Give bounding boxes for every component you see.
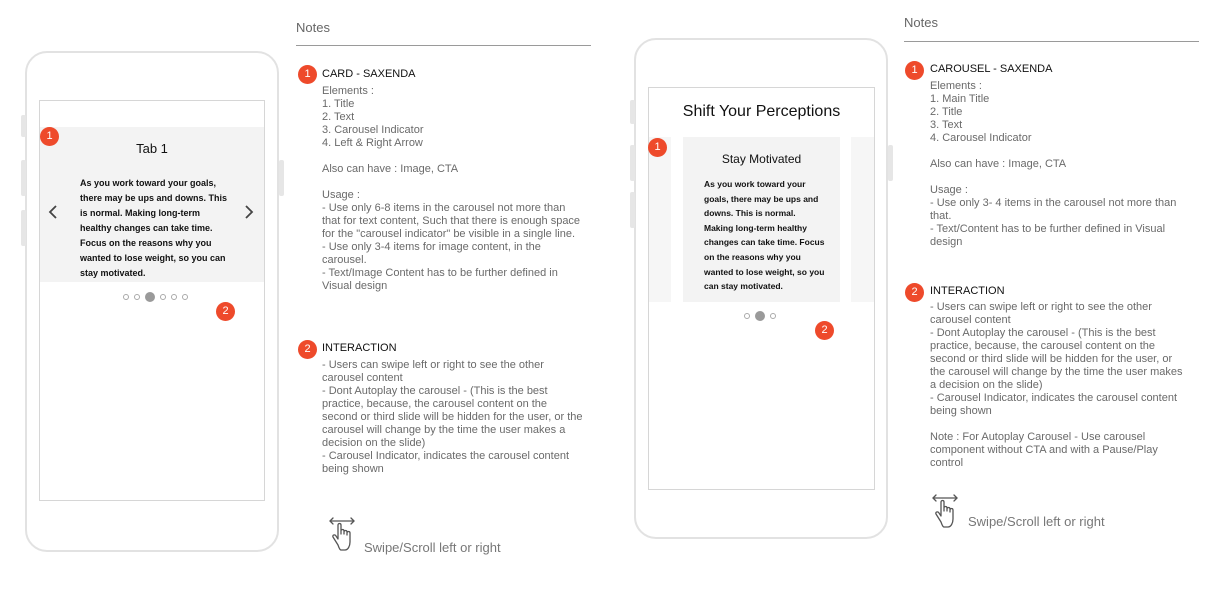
carousel-dot[interactable]	[123, 294, 129, 300]
card-title: Tab 1	[136, 141, 168, 156]
carousel-dot[interactable]	[770, 313, 776, 319]
left-phone-side-button	[21, 160, 26, 196]
section-1-body: Elements : 1. Title 2. Text 3. Carousel Indicator 4. Left & Right Arrow Also can have : Image, CTA Usage : - Use only 6-8 items in the carousel not more than that for text content, Such that there is enough space for the "carousel indicator" be visible in a single line. - Use only 3-4 items for image content, in the carousel. - Text/Image Content has to be further defined in Visual design	[322, 85, 581, 292]
main-title: Shift Your Perceptions	[682, 103, 841, 120]
swipe-hand-icon	[930, 492, 960, 530]
notes-divider	[904, 41, 1199, 42]
notes-divider	[296, 45, 591, 46]
left-phone-side-button	[21, 210, 26, 246]
carousel-dot-active[interactable]	[755, 311, 765, 321]
callout-badge-2: 2	[815, 321, 834, 340]
chevron-right-icon[interactable]	[244, 204, 254, 220]
notes-title: Notes	[904, 15, 938, 30]
section-2-badge: 2	[298, 340, 317, 359]
carousel-indicator[interactable]	[744, 311, 781, 321]
section-2-body: - Users can swipe left or right to see the other carousel content - Dont Autoplay the carousel - (This is the best practice, because, the carousel content on the second or third slide will be hidden for the user, or the carousel will change by the time the user makes a decision on the slide) - Carousel Indicator, indicates the carousel content being shown	[322, 359, 583, 475]
section-2-heading: INTERACTION	[930, 285, 1005, 297]
swipe-hand-icon	[327, 515, 357, 553]
card-text: As you work toward your goals, there may be ups and downs. This is normal. Making long-term healthy changes can take time. Focus on the reasons why you wanted to lose weight, so you can stay motivated.	[80, 178, 228, 278]
carousel-next-peek	[851, 137, 874, 302]
slide-title: Stay Motivated	[721, 152, 802, 166]
carousel-dot-active[interactable]	[145, 292, 155, 302]
right-phone-side-button	[630, 192, 635, 228]
section-1-badge: 1	[905, 61, 924, 80]
carousel-dot[interactable]	[171, 294, 177, 300]
callout-badge-2: 2	[216, 302, 235, 321]
right-phone-side-button	[630, 145, 635, 181]
section-1-heading: CAROUSEL - SAXENDA	[930, 63, 1053, 75]
left-phone-side-button	[279, 160, 284, 196]
swipe-label: Swipe/Scroll left or right	[968, 514, 1105, 529]
carousel-dot[interactable]	[744, 313, 750, 319]
carousel-dot[interactable]	[182, 294, 188, 300]
section-2-badge: 2	[905, 283, 924, 302]
notes-title: Notes	[296, 20, 330, 35]
callout-badge-1: 1	[40, 127, 59, 146]
slide-text: As you work toward your goals, there may be ups and downs. This is normal. Making long-term healthy changes can take time. Focus on the reasons why you wanted to lose weight, so you can stay motivated.	[704, 179, 825, 292]
section-1-heading: CARD - SAXENDA	[322, 68, 416, 80]
section-2-body: - Users can swipe left or right to see the other carousel content - Dont Autoplay the carousel - (This is the best practice, because, the carousel content on the second or third slide will be hidden for the user, or the carousel will change by the time the user makes a decision on the slide) - Carousel Indicator, indicates the carousel content being shown Note : For Autoplay Carousel - Use carousel component without CTA and with a Pause/Play control	[930, 301, 1183, 469]
left-phone-side-button	[21, 115, 26, 137]
carousel-prev-peek	[649, 137, 671, 302]
right-phone-side-button	[888, 145, 893, 181]
swipe-label: Swipe/Scroll left or right	[364, 540, 501, 555]
carousel-indicator[interactable]	[123, 292, 193, 302]
callout-badge-1: 1	[648, 138, 667, 157]
chevron-left-icon[interactable]	[48, 204, 58, 220]
right-phone-side-button	[630, 100, 635, 124]
section-1-badge: 1	[298, 65, 317, 84]
carousel-dot[interactable]	[134, 294, 140, 300]
section-2-heading: INTERACTION	[322, 342, 397, 354]
section-1-body: Elements : 1. Main Title 2. Title 3. Text 4. Carousel Indicator Also can have : Image, CTA Usage : - Use only 3- 4 items in the carousel not more than that. - Text/Content has to be further defined in Visual design	[930, 80, 1177, 248]
carousel-dot[interactable]	[160, 294, 166, 300]
